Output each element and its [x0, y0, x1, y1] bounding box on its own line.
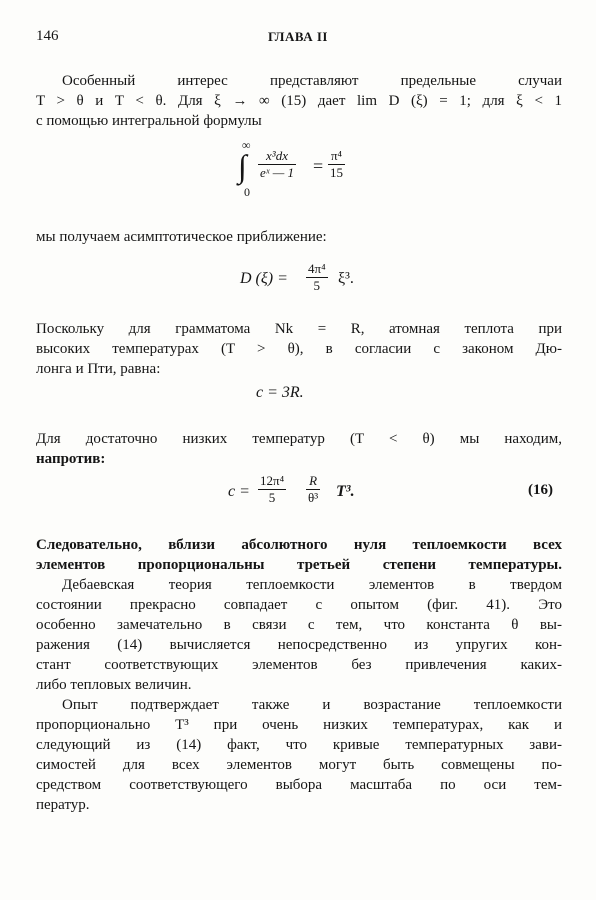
d-formula-denominator: 5	[313, 278, 321, 293]
para4-line2: напротив:	[36, 451, 106, 467]
lowt-fraction-2	[306, 473, 320, 506]
para6-line5: стант соответствующих элементов без привлечения каких-	[36, 657, 562, 673]
lowt-fraction-1	[258, 473, 286, 506]
lowt-tail: T³.	[336, 483, 355, 500]
para5-line2: элементов пропорциональны третьей степени температуры.	[36, 557, 562, 573]
lowt-den1: 5	[268, 490, 276, 505]
integral-rhs-numerator: π⁴	[328, 148, 345, 165]
para6-line1: Дебаевская теория теплоемкости элементов в твердом	[62, 577, 562, 593]
para4-line1: Для достаточно низких температур (T < θ) мы находим,	[36, 431, 562, 447]
integral-rhs-fraction	[328, 148, 345, 181]
para3-line1: Поскольку для грамматома Nk = R, атомная теплота при	[36, 321, 562, 337]
d-formula-fraction	[306, 261, 328, 294]
low-temperature-formula	[228, 472, 388, 512]
integral-lower-limit: 0	[244, 185, 250, 199]
para7-line6: ператур.	[36, 797, 90, 813]
dulong-petit-formula: c = 3R.	[256, 384, 304, 401]
d-formula-numerator: 4π⁴	[308, 261, 326, 276]
equation-number-16: (16)	[528, 482, 553, 498]
para6-line6: либо тепловых величин.	[36, 677, 192, 693]
integral-rhs-denominator: 15	[330, 165, 343, 180]
lowt-den2: θ³	[308, 490, 319, 505]
integrand-denominator: eˣ — 1	[260, 165, 294, 180]
para7-line3: следующий из (14) факт, что кривые температурных зави-	[36, 737, 562, 753]
para3-line2: высоких температурах (T > θ), в согласии с законом Дю-	[36, 341, 562, 357]
integral-upper-limit: ∞	[242, 138, 251, 152]
para7-line5: средством соответствующего выбора масштаба по оси тем-	[36, 777, 562, 793]
integrand-fraction	[258, 148, 296, 181]
d-formula-lhs: D (ξ) =	[240, 270, 288, 287]
para6-line3: особенно замечательно в связи с тем, что константа θ вы-	[36, 617, 562, 633]
para1-line2: T > θ и T < θ. Для ξ → ∞ (15) дает lim D (ξ) = 1; для ξ < 1	[36, 93, 562, 109]
debye-limit-formula	[240, 260, 380, 300]
para6-line2: состоянии прекрасно совпадает с опытом (фиг. 41). Это	[36, 597, 562, 613]
d-formula-tail: ξ³.	[338, 270, 354, 287]
integral-sign: ∫	[238, 148, 247, 184]
lowt-lhs: c =	[228, 483, 250, 500]
lowt-num2: R	[306, 473, 320, 490]
integrand-numerator: x³dx	[258, 148, 296, 165]
para3-line3: лонга и Пти, равна:	[36, 361, 161, 377]
para6-line4: ражения (14) вычисляется непосредственно из упругих кон-	[36, 637, 562, 653]
lowt-num1: 12π⁴	[260, 473, 285, 488]
chapter-title: ГЛАВА II	[268, 29, 328, 44]
para7-line2: пропорционально T³ при очень низких температурах, как и	[36, 717, 562, 733]
para2-line1: мы получаем асимптотическое приближение:	[36, 229, 327, 245]
para1-line3: с помощью интегральной формулы	[36, 113, 262, 129]
para5-line1: Следовательно, вблизи абсолютного нуля теплоемкости всех	[36, 537, 562, 553]
integral-formula	[238, 138, 378, 202]
para1-line1: Особенный интерес представляют предельные случаи	[62, 73, 562, 89]
integral-equals: =	[313, 156, 324, 176]
page-number: 146	[36, 28, 59, 44]
para7-line1: Опыт подтверждает также и возрастание теплоемкости	[62, 697, 562, 713]
para7-line4: симостей для всех элементов могут быть совмещены по-	[36, 757, 562, 773]
